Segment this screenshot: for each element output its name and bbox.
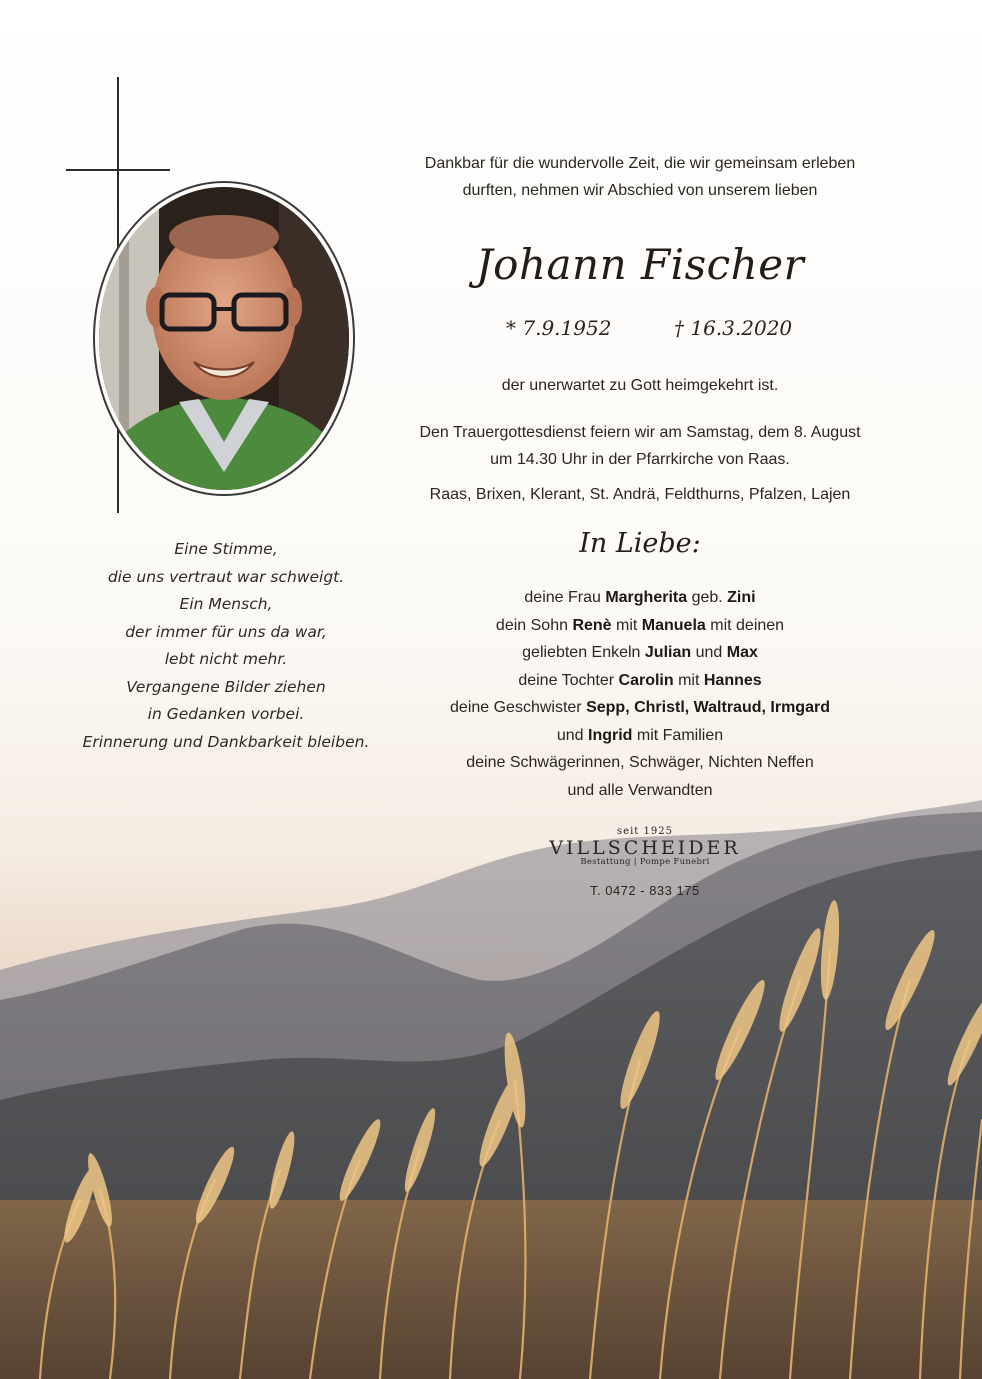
poem-line: die uns vertraut war schweigt. — [107, 567, 345, 586]
family-text: mit — [611, 616, 642, 634]
family-member-name: Ingrid — [588, 726, 633, 744]
birth-date: * 7.9.1952 — [506, 316, 612, 340]
family-line — [380, 612, 900, 640]
family-line — [380, 639, 900, 667]
family-line — [380, 584, 900, 612]
family-text: deine Schwägerinnen, Schwäger, Nichten Neffen — [466, 754, 814, 771]
service-info — [380, 419, 900, 473]
portrait-photo — [93, 181, 355, 496]
family-member-name: Sepp, Christl, Waltraud, Irmgard — [586, 699, 830, 716]
family-text: deine Geschwister — [450, 699, 587, 716]
logo-since: seit 1925 — [617, 826, 673, 837]
poem-line: Vergangene Bilder ziehen — [126, 677, 326, 696]
family-line — [380, 667, 900, 695]
family-text: mit — [673, 671, 704, 689]
intro-line: Dankbar für die wundervolle Zeit, die wir gemeinsam erleben — [424, 155, 856, 172]
places-line: Raas, Brixen, Klerant, St. Andrä, Feldthurns, Pfalzen, Lajen — [429, 486, 851, 503]
family-text: mit deinen — [705, 616, 785, 634]
places — [380, 486, 900, 504]
funeral-home-logo — [545, 826, 745, 898]
poem-line: in Gedanken vorbei. — [147, 705, 305, 723]
family-member-name: Hannes — [703, 671, 762, 689]
poem-line: Erinnerung und Dankbarkeit bleiben. — [82, 732, 370, 751]
family-text: geb. — [687, 589, 728, 606]
family-text: mit Familien — [632, 726, 724, 744]
family-member-name: Carolin — [618, 671, 674, 689]
in-love-heading: In Liebe: — [579, 528, 701, 559]
family-list — [380, 584, 900, 804]
service-line: Den Trauergottesdienst feiern wir am Samstag, dem 8. August — [419, 424, 861, 441]
after-name-text — [380, 377, 900, 395]
portrait-illustration — [99, 187, 349, 490]
family-text: deine Tochter — [518, 671, 619, 689]
family-text: deine Frau — [524, 589, 606, 606]
after-name-line: der unerwartet zu Gott heimgekehrt ist. — [501, 377, 779, 394]
family-member-name: Julian — [644, 644, 692, 661]
poem-line: Eine Stimme, — [174, 540, 278, 558]
logo-subtitle: Bestattung | Pompe Funebri — [580, 857, 710, 867]
logo-name: VILLSCHEIDER — [549, 837, 741, 859]
family-text: und alle Verwandten — [567, 781, 713, 799]
family-line — [380, 777, 900, 805]
intro-line: durften, nehmen wir Abschied von unserem lieben — [462, 182, 818, 199]
family-member-name: Max — [726, 644, 758, 661]
family-text: und — [556, 726, 588, 744]
family-member-name: Margherita — [605, 589, 688, 606]
family-member-name: Renè — [572, 616, 612, 634]
poem — [60, 536, 392, 756]
family-text: geliebten Enkeln — [522, 644, 645, 661]
family-member-name: Manuela — [641, 616, 706, 634]
family-text: und — [691, 644, 727, 661]
intro-text — [380, 150, 900, 204]
poem-line: der immer für uns da war, — [125, 622, 327, 641]
logo-phone: T. 0472 - 833 175 — [590, 883, 700, 898]
poem-line: lebt nicht mehr. — [164, 650, 288, 668]
service-line: um 14.30 Uhr in der Pfarrkirche von Raas. — [490, 451, 790, 468]
family-text: dein Sohn — [495, 616, 573, 634]
poem-line: Ein Mensch, — [179, 595, 273, 613]
death-date: † 16.3.2020 — [674, 316, 793, 340]
deceased-name: Johann Fischer — [475, 240, 805, 289]
family-line — [380, 749, 900, 777]
family-line — [380, 694, 900, 722]
family-member-name: Zini — [727, 589, 756, 606]
family-line — [380, 722, 900, 750]
